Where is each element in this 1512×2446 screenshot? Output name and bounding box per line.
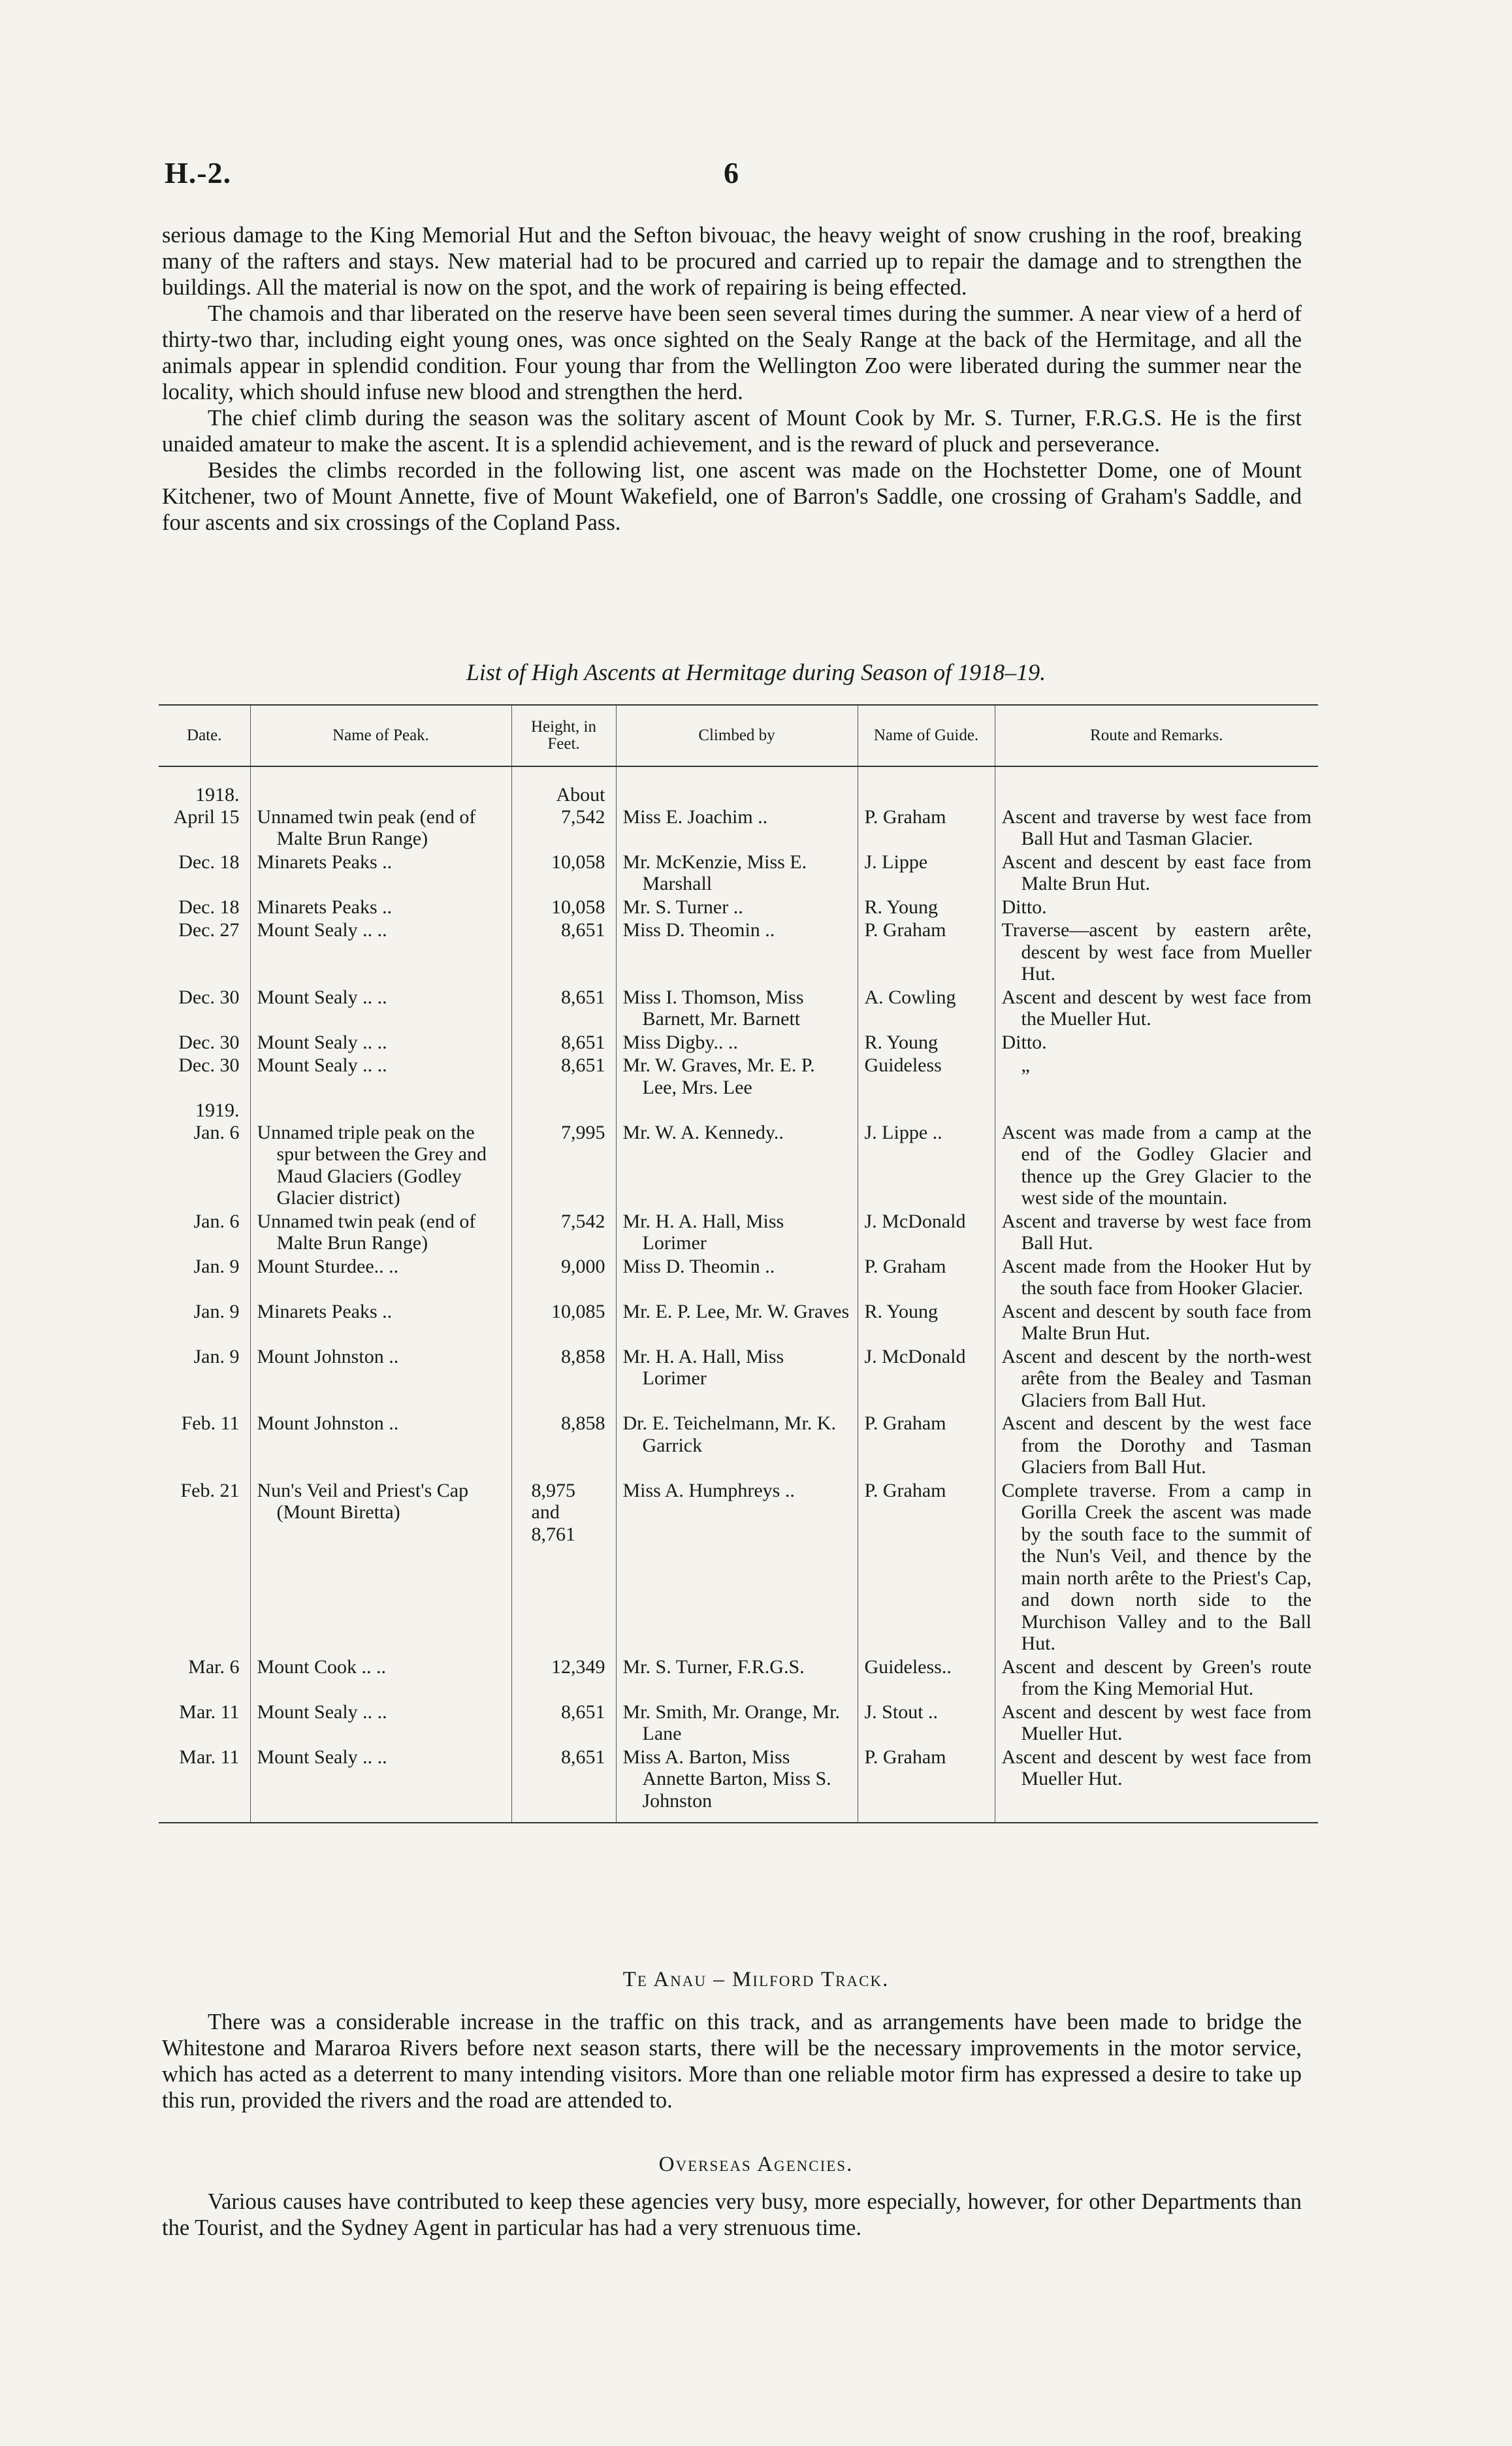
cell-climbed-by: Mr. S. Turner .. (622, 896, 743, 918)
cell-remarks: Ascent and traverse by west face from Ball Hut and Tasman Glacier. (1001, 806, 1311, 849)
cell-date: Mar. 11 (159, 1701, 250, 1746)
cell-height: 7,995 (511, 1122, 616, 1211)
cell-remarks: Ascent and traverse by west face from Ball Hut. (1001, 1210, 1311, 1254)
cell-height: 8,651 (511, 1746, 616, 1814)
cell-height: 12,349 (511, 1656, 616, 1701)
table-row (159, 919, 1318, 987)
cell-date: Dec. 18 (159, 851, 250, 896)
cell-remarks: Ascent and descent by east face from Malte Brun Hut. (1001, 851, 1311, 894)
paragraph: There was a considerable increase in the traffic on this track, and as arrangements have been made to bridge the Whitestone and Mararoa Rivers before next season starts, there will be the necessary improvements in the motor service, which has acted as a deterrent to many intending visitors. More than one reliable motor firm has expressed a desire to take up this run, provided the rivers and the road are attended to. (162, 2010, 1302, 2113)
table-row (159, 1412, 1318, 1480)
cell-climbed-by: Miss Digby.. .. (622, 1031, 738, 1053)
cell-peak: Unnamed twin peak (end of Malte Brun Range) (257, 1210, 476, 1254)
cell-date: Dec. 30 (159, 987, 250, 1032)
document-reference: H.-2. (165, 156, 232, 189)
table-row (159, 987, 1318, 1032)
cell-remarks: Complete traverse. From a camp in Gorilla Creek the ascent was made by the south face to the summit of the Nun's Veil, and thence by the main north arête to the Priest's Cap, and down north side to the Murchison Valley and to the Ball Hut. (1001, 1479, 1311, 1654)
cell-date: April 15 (159, 806, 250, 851)
cell-guide: R. Young (858, 896, 995, 920)
cell-guide: P. Graham (858, 1256, 995, 1301)
cell-climbed-by: Mr. W. Graves, Mr. E. P. Lee, Mrs. Lee (622, 1054, 815, 1098)
cell-remarks: Ascent was made from a camp at the end of the Godley Glacier and thence up the Grey Glacier to the west side of the mountain. (1001, 1121, 1311, 1209)
cell-climbed-by: Mr. H. A. Hall, Miss Lorimer (622, 1210, 784, 1254)
cell-height: 8,651 (511, 919, 616, 987)
cell-date: Mar. 6 (159, 1656, 250, 1701)
paragraph: Various causes have contributed to keep these agencies very busy, more especially, however, for other Departments than the Tourist, and the Sydney Agent in particular has had a very strenuous time. (162, 2189, 1302, 2240)
cell-date: Jan. 9 (159, 1346, 250, 1413)
cell-peak: Mount Sealy .. .. (257, 1031, 387, 1053)
cell-climbed-by: Miss A. Barton, Miss Annette Barton, Miss S. Johnston (622, 1746, 831, 1812)
cell-guide: P. Graham (858, 1412, 995, 1480)
cell-guide: A. Cowling (858, 987, 995, 1032)
paragraph: Besides the climbs recorded in the following list, one ascent was made on the Hochstetter Dome, one of Mount Kitchener, two of Mount Annette, five of Mount Wakefield, one of Barron's Saddle, one crossing of Graham's Saddle, and four ascents and six crossings of the Copland Pass. (162, 458, 1302, 535)
cell-remarks: Ditto. (1001, 896, 1047, 918)
cell-climbed-by: Miss D. Theomin .. (622, 919, 775, 941)
cell-guide: J. Stout .. (858, 1701, 995, 1746)
cell-peak: Minarets Peaks .. (257, 851, 393, 873)
cell-date: Feb. 21 (159, 1480, 250, 1656)
cell-height: 8,975 and 8,761 (511, 1480, 616, 1656)
cell-remarks: „ (1021, 1054, 1030, 1076)
cell-date: Dec. 30 (159, 1054, 250, 1100)
page-number: 6 (724, 156, 739, 189)
cell-climbed-by: Mr. W. A. Kennedy.. (622, 1121, 784, 1143)
cell-peak: Mount Sealy .. .. (257, 1746, 387, 1768)
header-peak: Name of Peak. (250, 705, 511, 766)
ascents-table (159, 704, 1318, 1823)
cell-climbed-by: Miss D. Theomin .. (622, 1255, 775, 1277)
cell-peak: Mount Sealy .. .. (257, 986, 387, 1008)
cell-climbed-by: Miss E. Joachim .. (622, 806, 768, 828)
cell-date: Jan. 9 (159, 1256, 250, 1301)
cell-guide: J. McDonald (858, 1211, 995, 1256)
cell-climbed-by: Dr. E. Teichelmann, Mr. K. Garrick (622, 1412, 836, 1456)
header-climbed-by: Climbed by (616, 705, 858, 766)
cell-peak: Mount Sealy .. .. (257, 1054, 387, 1076)
cell-guide: R. Young (858, 1301, 995, 1346)
cell-date: Jan. 6 (159, 1211, 250, 1256)
cell-guide: P. Graham (858, 1746, 995, 1814)
cell-guide: P. Graham (858, 806, 995, 851)
table-row (159, 1122, 1318, 1211)
cell-height: 8,858 (511, 1346, 616, 1413)
header-remarks: Route and Remarks. (995, 705, 1318, 766)
cell-date: Jan. 6 (159, 1122, 250, 1211)
year-row (159, 784, 1318, 806)
milford-text (162, 2009, 1302, 2113)
year-label: 1918. (159, 784, 250, 806)
table-row (159, 1301, 1318, 1346)
cell-peak: Mount Sealy .. .. (257, 919, 387, 941)
table-row (159, 1211, 1318, 1256)
cell-remarks: Ascent and descent by west face from Mueller Hut. (1001, 1701, 1311, 1744)
paragraph: serious damage to the King Memorial Hut and the Sefton bivouac, the heavy weight of snow crushing in the roof, breaking many of the rafters and stays. New material had to be procured and carried up to repair the damage and to strengthen the buildings. All the material is now on the spot, and the work of repairing is being effected. (162, 223, 1302, 300)
table-row (159, 896, 1318, 920)
cell-date: Dec. 27 (159, 919, 250, 987)
cell-guide: Guideless.. (858, 1656, 995, 1701)
cell-climbed-by: Mr. Smith, Mr. Orange, Mr. Lane (622, 1701, 841, 1744)
table-row (159, 1256, 1318, 1301)
section-heading-milford: Te Anau – Milford Track. (622, 1968, 890, 1991)
cell-peak: Mount Johnston .. (257, 1345, 399, 1367)
table-row (159, 1054, 1318, 1100)
table-row (159, 806, 1318, 851)
cell-remarks: Ascent and descent by west face from the Mueller Hut. (1001, 986, 1311, 1030)
header-date: Date. (159, 705, 250, 766)
cell-date: Jan. 9 (159, 1301, 250, 1346)
cell-climbed-by: Miss I. Thomson, Miss Barnett, Mr. Barnett (622, 986, 804, 1030)
cell-guide: J. Lippe .. (858, 1122, 995, 1211)
cell-guide: Guideless (858, 1054, 995, 1100)
intro-text (162, 222, 1302, 536)
table-header-row (159, 705, 1318, 766)
cell-climbed-by: Mr. S. Turner, F.R.G.S. (622, 1655, 805, 1678)
cell-height: 8,651 (511, 1032, 616, 1055)
table-row (159, 1032, 1318, 1055)
cell-peak: Unnamed triple peak on the spur between the Grey and Maud Glaciers (Godley Glacier district) (257, 1121, 487, 1209)
section-heading-overseas: Overseas Agencies. (658, 2153, 854, 2176)
table-row (159, 1480, 1318, 1656)
cell-height: 8,651 (511, 1054, 616, 1100)
about-label: About (511, 784, 616, 806)
cell-peak: Mount Cook .. .. (257, 1655, 387, 1678)
table-row (159, 1701, 1318, 1746)
cell-remarks: Ascent made from the Hooker Hut by the south face from Hooker Glacier. (1001, 1255, 1311, 1299)
cell-remarks: Ascent and descent by the west face from the Dorothy and Tasman Glaciers from Ball Hut. (1001, 1412, 1311, 1478)
cell-remarks: Ascent and descent by south face from Malte Brun Hut. (1001, 1300, 1311, 1344)
cell-peak: Unnamed twin peak (end of Malte Brun Range) (257, 806, 476, 849)
cell-height: 8,858 (511, 1412, 616, 1480)
cell-climbed-by: Mr. H. A. Hall, Miss Lorimer (622, 1345, 784, 1389)
year-row (159, 1100, 1318, 1122)
cell-guide: J. McDonald (858, 1346, 995, 1413)
cell-remarks: Ascent and descent by Green's route from the King Memorial Hut. (1001, 1655, 1311, 1699)
table-row (159, 1656, 1318, 1701)
cell-height: 8,651 (511, 1701, 616, 1746)
cell-peak: Mount Sturdee.. .. (257, 1255, 399, 1277)
paragraph: The chief climb during the season was the solitary ascent of Mount Cook by Mr. S. Turner, F.R.G.S. He is the first unaided amateur to make the ascent. It is a splendid achievement, and is the reward of pluck and perseverance. (162, 406, 1302, 457)
cell-guide: J. Lippe (858, 851, 995, 896)
cell-height: 9,000 (511, 1256, 616, 1301)
cell-height: 7,542 (511, 806, 616, 851)
cell-peak: Nun's Veil and Priest's Cap (Mount Biretta) (257, 1479, 469, 1523)
cell-climbed-by: Mr. E. P. Lee, Mr. W. Graves (622, 1300, 850, 1322)
cell-remarks: Ascent and descent by the north-west arête from the Bealey and Tasman Glaciers from Ball Hut. (1001, 1345, 1311, 1411)
year-label: 1919. (159, 1100, 250, 1122)
cell-date: Dec. 30 (159, 1032, 250, 1055)
cell-peak: Mount Sealy .. .. (257, 1701, 387, 1723)
table-title: List of High Ascents at Hermitage during Season of 1918–19. (466, 659, 1046, 685)
header-height: Height, in Feet. (511, 705, 616, 766)
paragraph: The chamois and thar liberated on the reserve have been seen several times during the summer. A near view of a herd of thirty-two thar, including eight young ones, was once sighted on the Sealy Range at the back of the Hermitage, and all the animals appear in splendid condition. Four young thar from the Wellington Zoo were liberated during the summer near the locality, which should infuse new blood and strengthen the herd. (162, 301, 1302, 404)
cell-height: 10,058 (511, 896, 616, 920)
cell-date: Feb. 11 (159, 1412, 250, 1480)
cell-remarks: Ditto. (1001, 1031, 1047, 1053)
cell-climbed-by: Mr. McKenzie, Miss E. Marshall (622, 851, 807, 894)
cell-climbed-by: Miss A. Humphreys .. (622, 1479, 795, 1501)
cell-peak: Minarets Peaks .. (257, 896, 393, 918)
table-row (159, 1346, 1318, 1413)
header-guide: Name of Guide. (858, 705, 995, 766)
cell-remarks: Ascent and descent by west face from Mueller Hut. (1001, 1746, 1311, 1789)
cell-guide: P. Graham (858, 1480, 995, 1656)
cell-height: 8,651 (511, 987, 616, 1032)
cell-remarks: Traverse—ascent by eastern arête, descent by west face from Mueller Hut. (1001, 919, 1311, 985)
overseas-text (162, 2189, 1302, 2241)
cell-height: 7,542 (511, 1211, 616, 1256)
cell-height: 10,085 (511, 1301, 616, 1346)
cell-guide: R. Young (858, 1032, 995, 1055)
cell-height: 10,058 (511, 851, 616, 896)
cell-peak: Mount Johnston .. (257, 1412, 399, 1434)
cell-date: Mar. 11 (159, 1746, 250, 1814)
cell-date: Dec. 18 (159, 896, 250, 920)
cell-peak: Minarets Peaks .. (257, 1300, 393, 1322)
table-row (159, 851, 1318, 896)
table-row (159, 1746, 1318, 1814)
cell-guide: P. Graham (858, 919, 995, 987)
